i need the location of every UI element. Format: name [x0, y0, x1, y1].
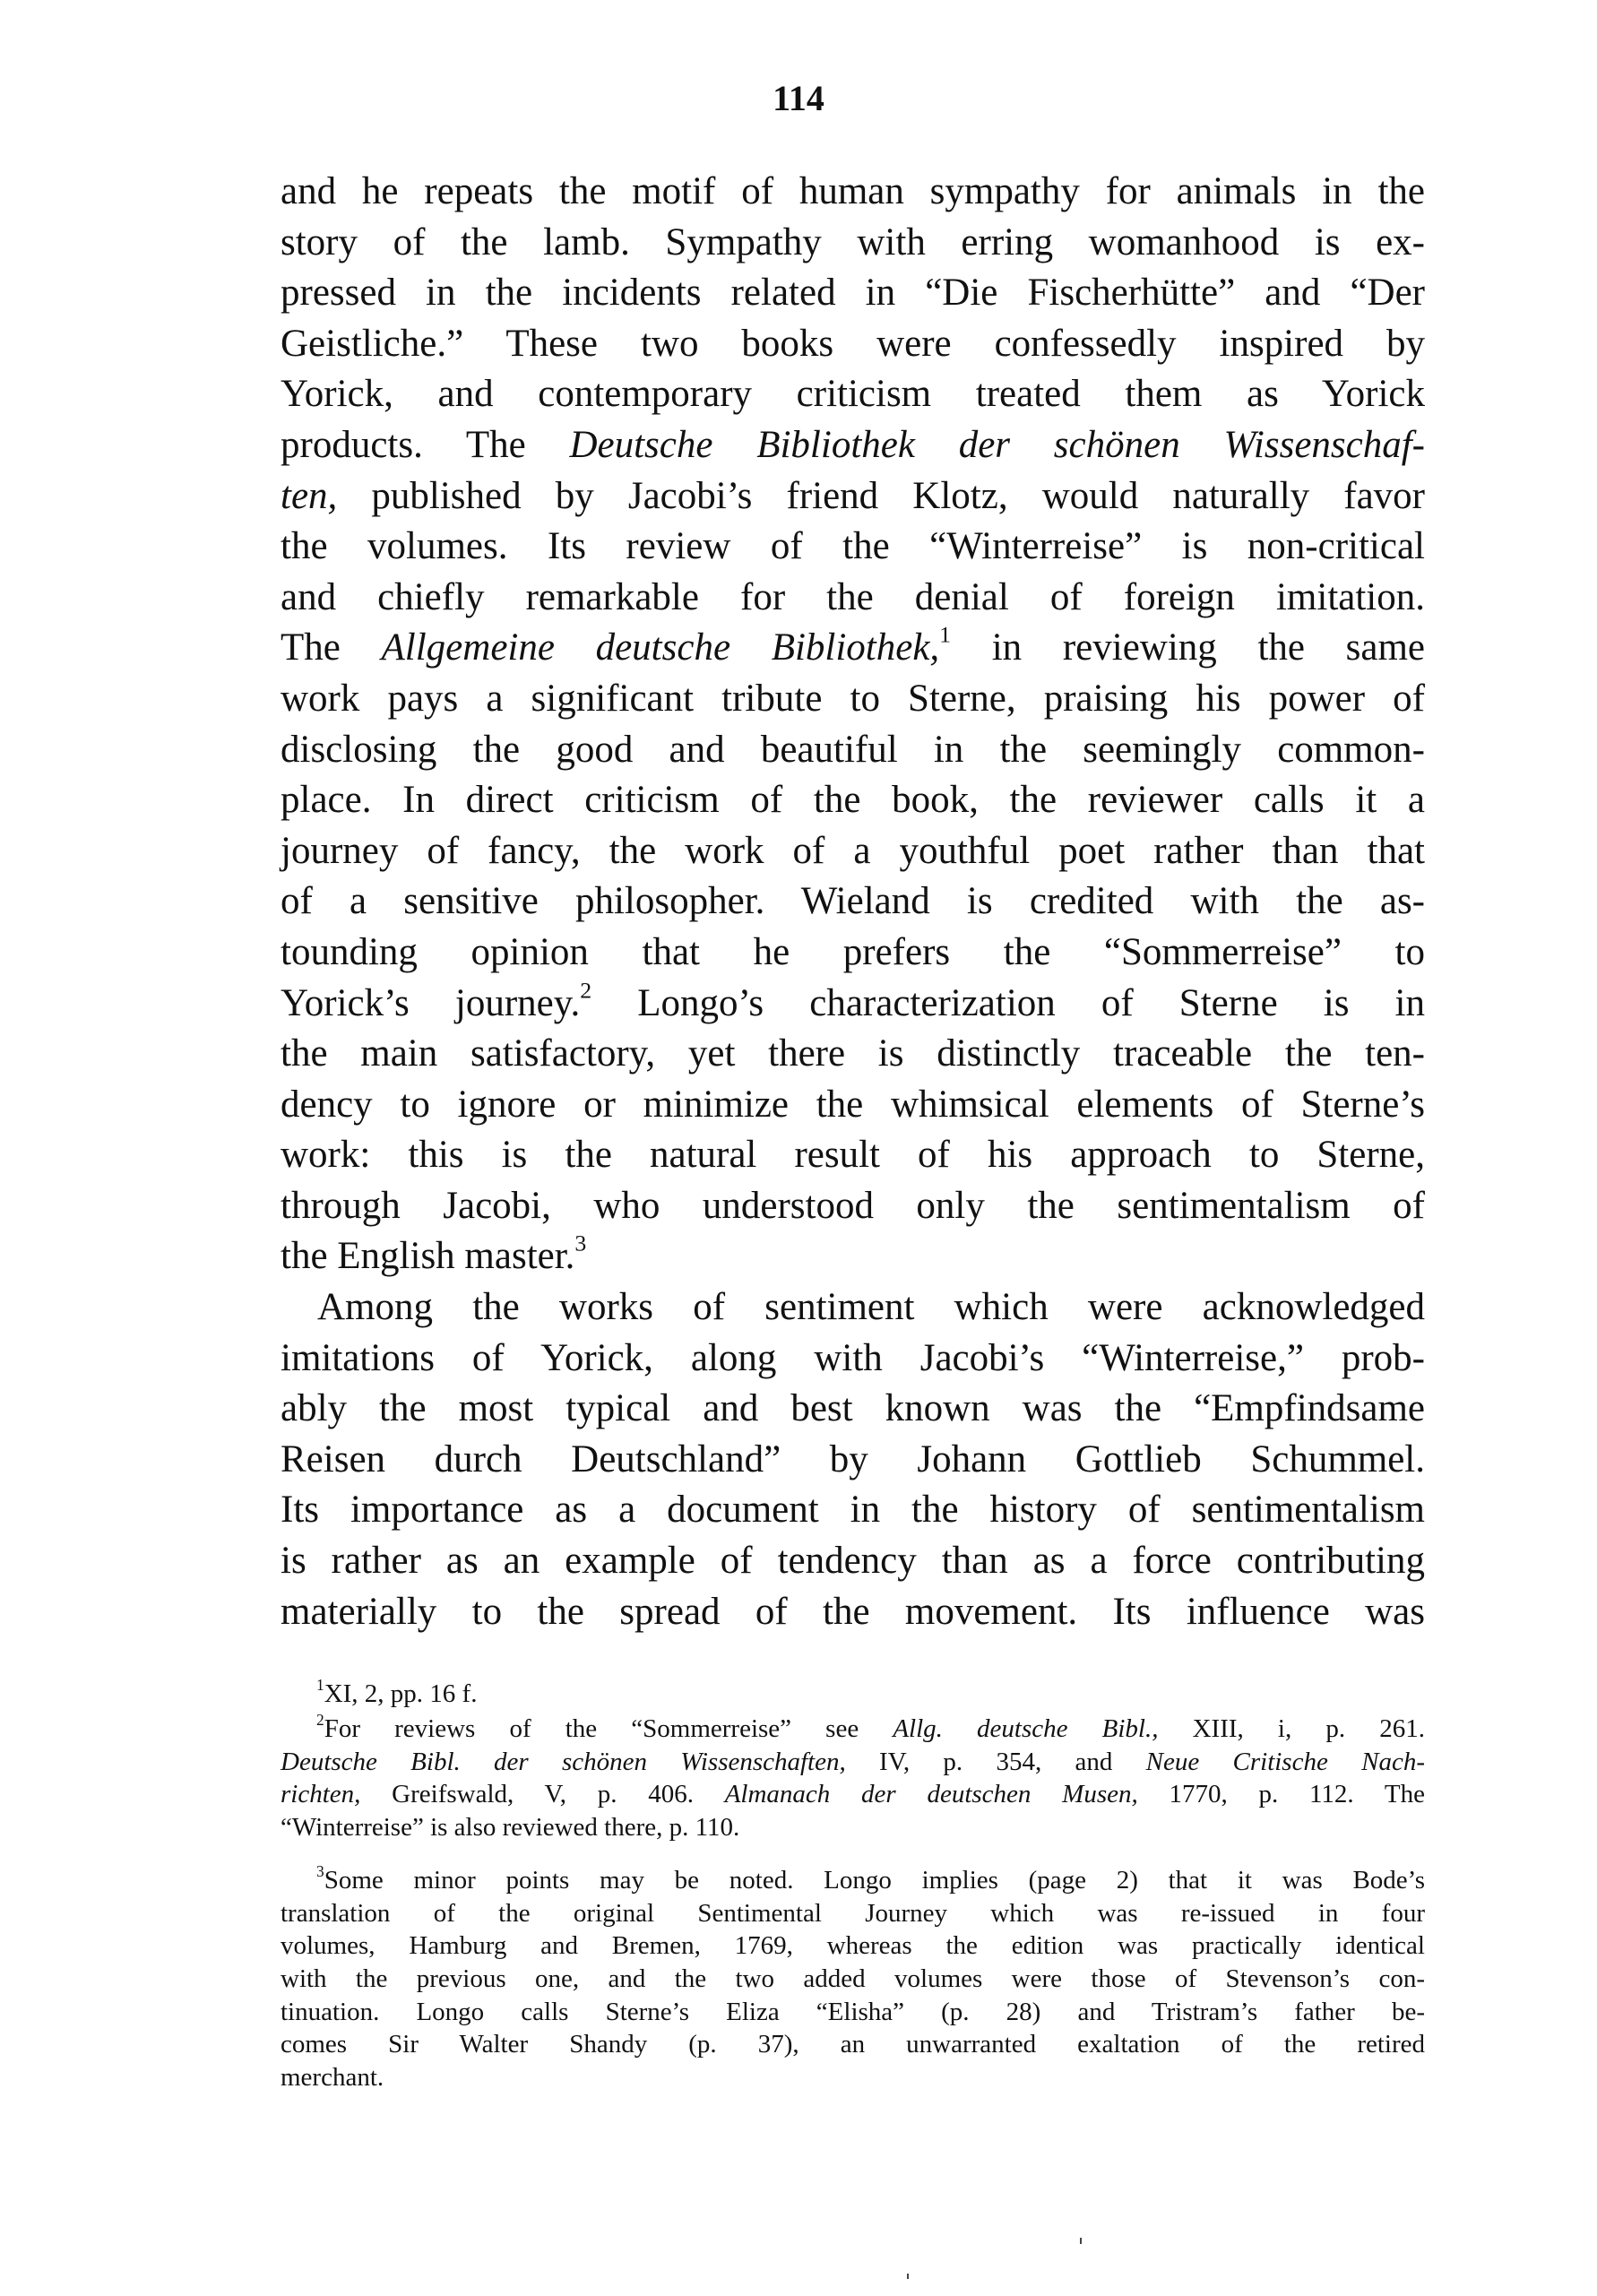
text-run: IV, p. 354, and	[845, 1747, 1146, 1776]
text-run: translation of the original Sentimental Journey which was re-issued in four	[281, 1898, 1425, 1928]
text-run: of a sensitive philosopher. Wieland is credited with the as-	[281, 880, 1425, 923]
text-run: the main satisfactory, yet there is distinctly traceable the ten-	[281, 1032, 1425, 1075]
text-run: XI, 2, pp. 16 f.	[324, 1679, 478, 1708]
text-line	[281, 218, 1425, 269]
text-line	[281, 522, 1425, 573]
footnote-line	[281, 1963, 1425, 1996]
text-line	[281, 167, 1425, 218]
italic-title: Deutsche Bibl. der schönen Wissenschaften,	[281, 1747, 846, 1776]
footnote-line	[281, 1710, 1425, 1746]
text-run: Among the works of sentiment which were acknowledged	[317, 1286, 1425, 1329]
text-run: Yorick, and contemporary criticism treated them as Yorick	[281, 373, 1425, 416]
text-line	[281, 876, 1425, 928]
text-run: The	[281, 626, 382, 669]
text-run: the volumes. Its review of the “Winterreise” is non-critical	[281, 525, 1425, 568]
italic-title: Almanach der deutschen Musen,	[724, 1780, 1138, 1809]
text-line	[281, 1181, 1425, 1232]
scan-speck	[907, 2274, 909, 2279]
footnote-line	[281, 2061, 1425, 2094]
page-number: 114	[773, 78, 824, 118]
text-run: disclosing the good and beautiful in the seemingly common-	[281, 728, 1425, 771]
text-run: Its importance as a document in the history of sentimentalism	[281, 1489, 1425, 1532]
text-run: pressed in the incidents related in “Die Fischerhütte” and “Der	[281, 272, 1425, 315]
footnote-3	[281, 1861, 1425, 2094]
text-run: in reviewing the same	[951, 626, 1425, 669]
footnote-line	[281, 1675, 1425, 1711]
text-run: is rather as an example of tendency than as a force contributing	[281, 1540, 1425, 1583]
text-line	[281, 725, 1425, 776]
footnote-line	[281, 1811, 1425, 1844]
text-line	[281, 1384, 1425, 1435]
text-line	[281, 1282, 1425, 1334]
italic-title: Neue Critische Nach-	[1145, 1747, 1425, 1776]
text-run: Geistliche.” These two books were confessedly inspired by	[281, 322, 1425, 365]
text-line	[281, 928, 1425, 979]
text-run: comes Sir Walter Shandy (p. 37), an unwarranted exaltation of the retired	[281, 2030, 1425, 2059]
text-line	[281, 1485, 1425, 1536]
text-line	[281, 369, 1425, 420]
footnote-line	[281, 1746, 1425, 1779]
text-line	[281, 623, 1425, 674]
footnote-reference: 3	[574, 1230, 587, 1257]
text-line	[281, 471, 1425, 522]
text-line	[281, 979, 1425, 1030]
text-run: ably the most typical and best known was the “Empfindsame	[281, 1387, 1425, 1430]
text-line	[281, 1587, 1425, 1638]
text-run: through Jacobi, who understood only the sentimentalism of	[281, 1184, 1425, 1227]
text-line	[281, 1029, 1425, 1080]
text-line	[281, 1435, 1425, 1486]
text-run: Reisen durch Deutschland” by Johann Gottlieb Schummel.	[281, 1437, 1425, 1480]
text-line	[281, 1231, 1425, 1282]
text-line	[281, 826, 1425, 877]
body-text	[281, 167, 1425, 1637]
text-run: “Winterreise” is also reviewed there, p. 110.	[281, 1813, 740, 1843]
text-run: materially to the spread of the movement. Its influence was	[281, 1590, 1425, 1633]
text-run: merchant.	[281, 2063, 384, 2093]
italic-title: ten,	[281, 474, 338, 517]
text-run: Yorick’s journey.	[281, 981, 581, 1024]
italic-title: richten,	[281, 1780, 361, 1809]
text-line	[281, 674, 1425, 725]
text-run: work: this is the natural result of his approach to Sterne,	[281, 1134, 1425, 1177]
text-line	[281, 268, 1425, 319]
footnote-marker: 3	[316, 1861, 324, 1880]
text-run: and chiefly remarkable for the denial of foreign imitation.	[281, 575, 1425, 618]
footnote-marker: 1	[316, 1675, 324, 1694]
paragraph	[281, 167, 1425, 1282]
text-run: 1770, p. 112. The	[1137, 1780, 1425, 1809]
text-run: story of the lamb. Sympathy with erring womanhood is ex-	[281, 220, 1425, 263]
text-run: published by Jacobi’s friend Klotz, would naturally favor	[337, 474, 1425, 517]
italic-title: Allgemeine deutsche Bibliothek,	[381, 626, 940, 669]
text-run: with the previous one, and the two added volumes were those of Stevenson’s con-	[281, 1964, 1425, 1994]
footnote-marker: 2	[316, 1710, 324, 1729]
footnote-reference: 2	[580, 977, 592, 1004]
text-run: journey of fancy, the work of a youthful poet rather than that	[281, 829, 1425, 872]
footnote-line	[281, 1929, 1425, 1963]
footnote-1	[281, 1675, 1425, 1711]
text-run: XIII, i, p. 261.	[1158, 1714, 1425, 1743]
text-line	[281, 1536, 1425, 1587]
text-run: tinuation. Longo calls Sterne’s Eliza “Elisha” (p. 28) and Tristram’s father be-	[281, 1997, 1425, 2026]
text-line	[281, 573, 1425, 624]
footnote-2	[281, 1710, 1425, 1844]
footnote-line	[281, 1778, 1425, 1811]
text-run: products. The	[281, 423, 570, 466]
footnote-line	[281, 1996, 1425, 2029]
footnote-line	[281, 1897, 1425, 1930]
footnote-line	[281, 1861, 1425, 1897]
text-run: tounding opinion that he prefers the “Sommerreise” to	[281, 930, 1425, 973]
italic-title: Allg. deutsche Bibl.,	[893, 1714, 1159, 1743]
text-line	[281, 1130, 1425, 1181]
footnote-line	[281, 2028, 1425, 2061]
text-line	[281, 1334, 1425, 1385]
footnote-reference: 1	[939, 622, 952, 648]
italic-title: Deutsche Bibliothek der schönen Wissenschaf-	[569, 423, 1425, 466]
text-line	[281, 775, 1425, 826]
text-run: imitations of Yorick, along with Jacobi’s “Winterreise,” prob-	[281, 1336, 1425, 1379]
text-run: Some minor points may be noted. Longo implies (page 2) that it was Bode’s	[324, 1866, 1425, 1895]
text-run: work pays a significant tribute to Sterne, praising his power of	[281, 677, 1425, 720]
paragraph	[281, 1282, 1425, 1637]
text-line	[281, 1080, 1425, 1131]
text-run: and he repeats the motif of human sympathy for animals in the	[281, 170, 1425, 212]
text-run: Greifswald, V, p. 406.	[360, 1780, 725, 1809]
text-run: For reviews of the “Sommerreise” see	[324, 1714, 893, 1743]
scan-speck	[1080, 2238, 1082, 2244]
text-run: the English master.	[281, 1235, 575, 1278]
text-run: dency to ignore or minimize the whimsical elements of Sterne’s	[281, 1083, 1425, 1126]
text-line	[281, 319, 1425, 370]
text-line	[281, 420, 1425, 471]
text-run: volumes, Hamburg and Bremen, 1769, whereas the edition was practically identical	[281, 1931, 1425, 1961]
text-run: place. In direct criticism of the book, the reviewer calls it a	[281, 779, 1425, 822]
text-run: Longo’s characterization of Sterne is in	[591, 981, 1425, 1024]
